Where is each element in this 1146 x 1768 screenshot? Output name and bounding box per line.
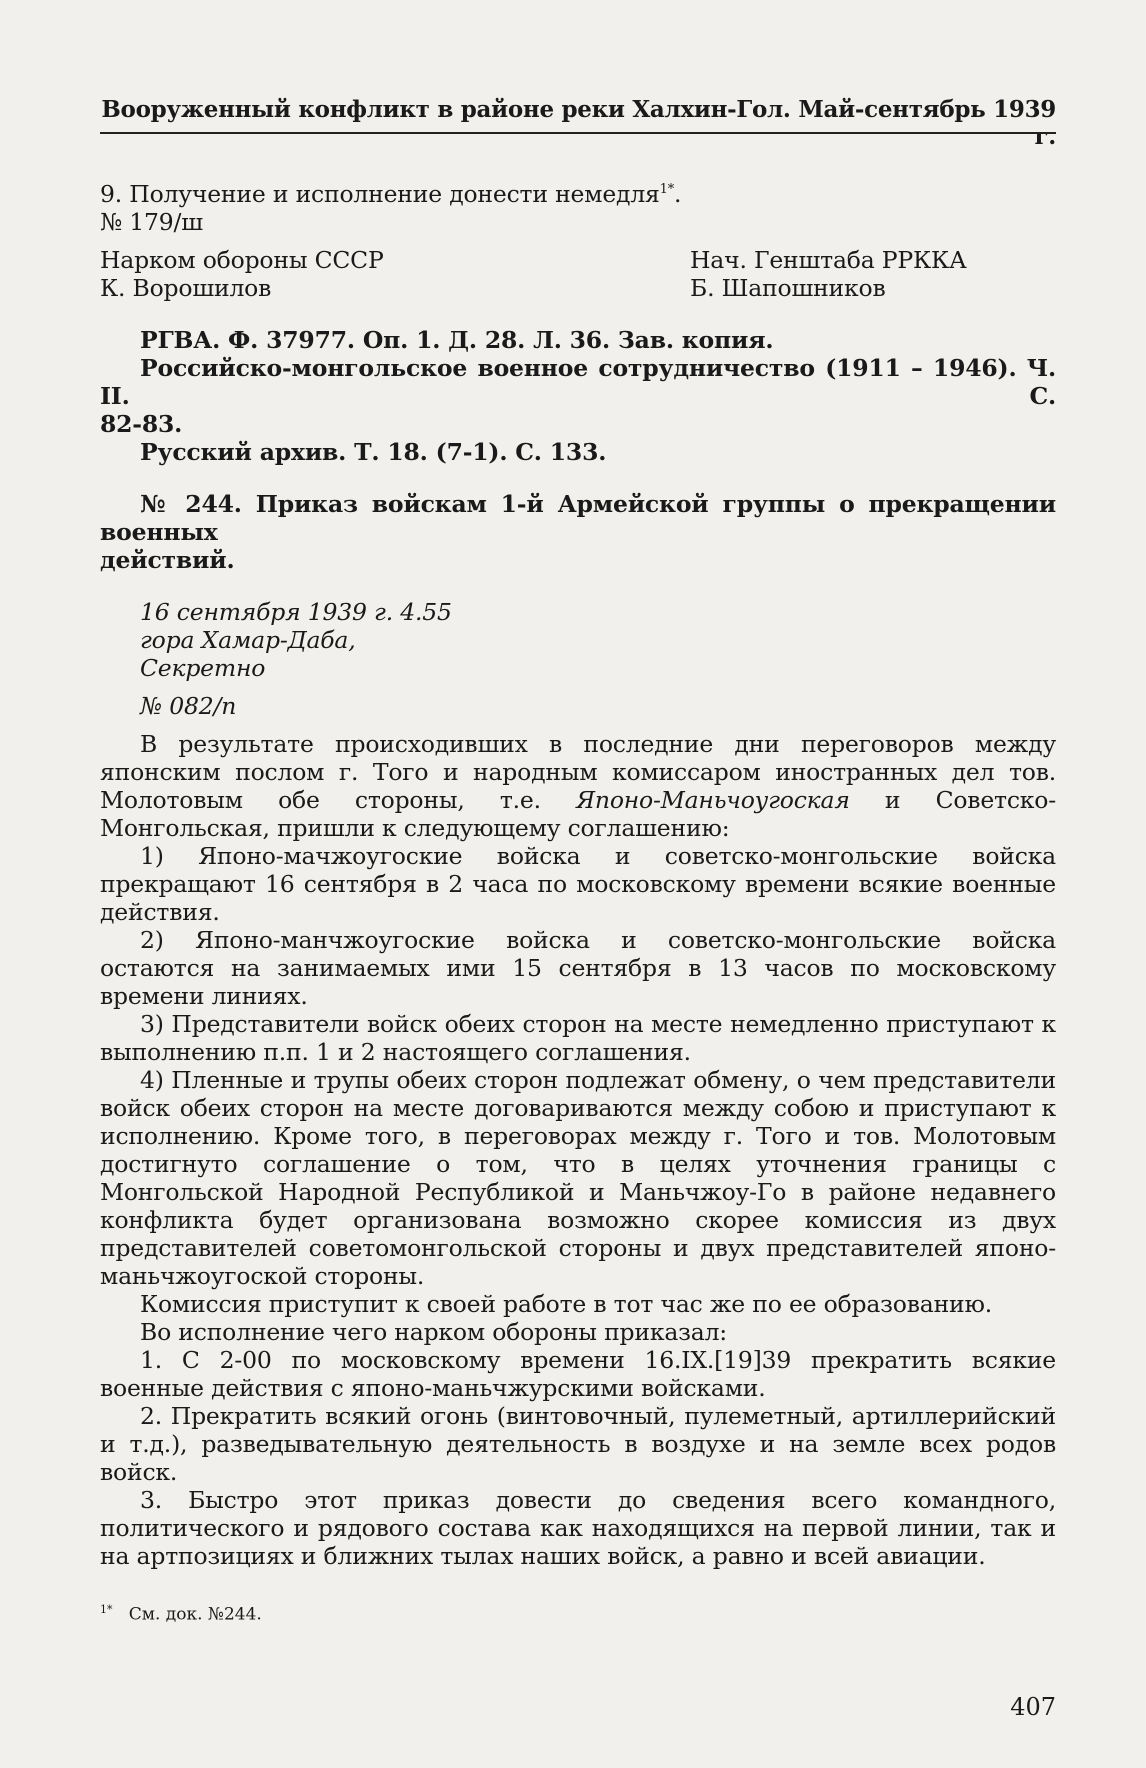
paragraph-intro: В результате происходивших в последние дни переговоров между японским послом г. Того и народным комиссаром иностранных дел тов. Молотовым обе стороны, т.е. Японо-Маньчоугоская и Советско-Монгольская, пришли к следующему соглашению: xyxy=(100,730,1056,842)
prev-doc-number: № 179/ш xyxy=(100,208,203,236)
footnote-ref[interactable]: 1* xyxy=(659,182,675,198)
page-number: 407 xyxy=(1010,1693,1056,1721)
document-title-line2: действий. xyxy=(100,546,235,574)
signatory-right-title: Нач. Генштаба РРККА xyxy=(690,246,967,274)
footnote xyxy=(100,1599,262,1626)
signature-row-titles xyxy=(100,246,1056,274)
order-item-3: 3. Быстро этот приказ довести до сведения всего командного, политического и рядового состава как находящихся на первой линии, так и на артпозициях и ближних тылах наших войск, а равно и всей авиации. xyxy=(100,1486,1056,1570)
document-number: № 082/п xyxy=(140,692,237,720)
signatory-right-name: Б. Шапошников xyxy=(690,274,886,302)
document-date: 16 сентября 1939 г. 4.55 xyxy=(140,598,452,626)
header-rule xyxy=(100,132,1056,134)
agreement-point-1: 1) Японо-мачжоугоские войска и советско-монгольские войска прекращают 16 сентября в 2 часа по московскому времени всякие военные действия. xyxy=(100,842,1056,926)
running-header: Вооруженный конфликт в районе реки Халхин-Гол. Май-сентябрь 1939 г. xyxy=(101,96,1056,150)
order-item-1: 1. С 2-00 по московскому времени 16.IX.[19]39 прекратить всякие военные действия с японо-маньчжурскими войсками. xyxy=(100,1346,1056,1402)
source-publication-1b: 82-83. xyxy=(100,410,183,438)
paragraph-in-execution: Во исполнение чего нарком обороны приказал: xyxy=(140,1318,728,1346)
item-9: 9. Получение и исполнение донести немедля$^{1*}$. xyxy=(100,180,682,208)
footnote-text: См. док. №244. xyxy=(128,1604,262,1625)
paragraph-commission: Комиссия приступит к своей работе в тот час же по ее образованию. xyxy=(140,1290,993,1318)
source-publication-2: Русский архив. Т. 18. (7-1). С. 133. xyxy=(140,438,607,466)
main-text xyxy=(100,180,1056,1570)
document-place: гора Хамар-Даба, xyxy=(140,626,356,654)
document-title-line1: № 244. Приказ войскам 1-й Армейской группы о прекращении военных xyxy=(100,490,1056,546)
document-classification: Секретно xyxy=(140,654,266,682)
source-publication-1a: Российско-монгольское военное сотрудничество (1911 – 1946). Ч. II. С. xyxy=(100,354,1056,410)
order-item-2: 2. Прекратить всякий огонь (винтовочный, пулеметный, артиллерийский и т.д.), разведывательную деятельность в воздухе и на земле всех родов войск. xyxy=(100,1402,1056,1486)
signature-row-names xyxy=(100,274,1056,302)
agreement-point-2: 2) Японо-манчжоугоские войска и советско-монгольские войска остаются на занимаемых ими 15 сентября в 13 часов по московскому времени линиях. xyxy=(100,926,1056,1010)
signatory-left-title: Нарком обороны СССР xyxy=(100,246,384,274)
agreement-point-4: 4) Пленные и трупы обеих сторон подлежат обмену, о чем представители войск обеих сторон на месте договариваются между собою и приступают к исполнению. Кроме того, в переговорах между г. Того и тов. Молотовым достигнуто соглашение о том, что в целях уточнения границы с Монгольской Народной Республикой и Маньчжоу-Го в районе недавнего конфликта будет организована возможно скорее комиссия из двух представителей советомонгольской стороны и двух представителей японо-маньчжоугоской стороны. xyxy=(100,1066,1056,1290)
signatory-left-name: К. Ворошилов xyxy=(100,274,272,302)
agreement-point-3: 3) Представители войск обеих сторон на месте немедленно приступают к выполнению п.п. 1 и 2 настоящего соглашения. xyxy=(100,1010,1056,1066)
source-archive: РГВА. Ф. 37977. Оп. 1. Д. 28. Л. 36. Зав. копия. xyxy=(140,326,774,354)
footnote-mark: 1* xyxy=(100,1603,113,1616)
